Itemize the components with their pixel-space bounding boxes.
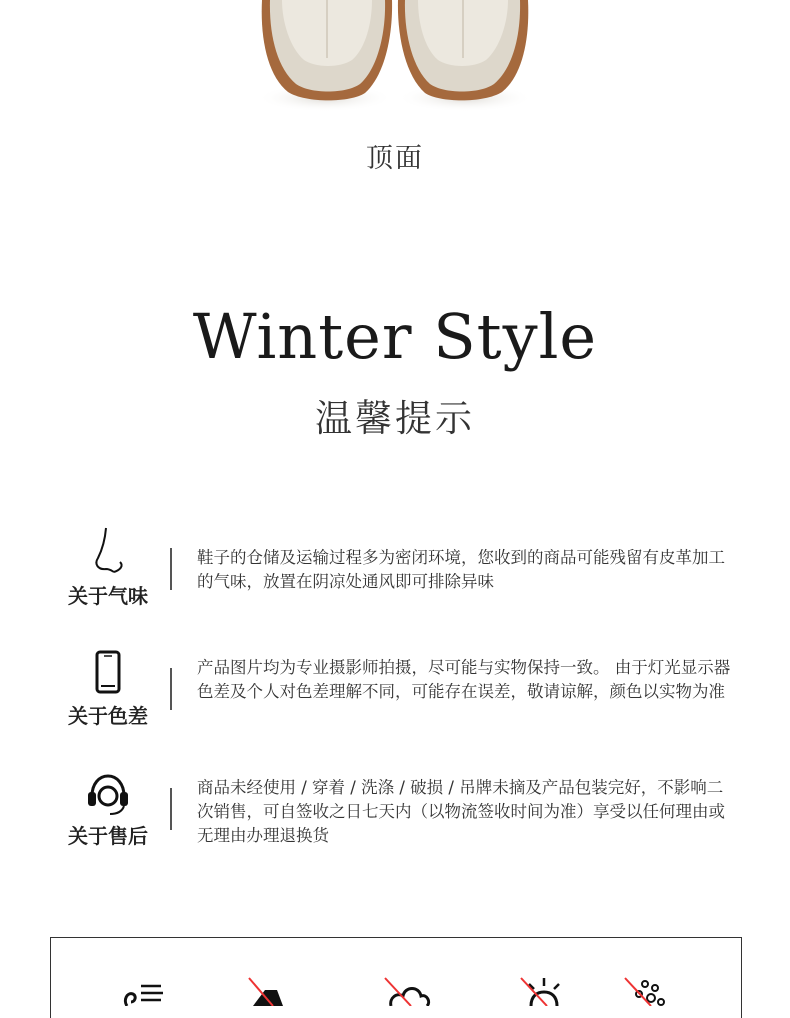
tip-smell <box>60 524 740 614</box>
view-caption: 顶面 <box>366 143 424 174</box>
section-title-chinese: 温馨提示 <box>315 397 475 440</box>
tip-text: 产品图片均为专业摄影师拍摄，尽可能与实物保持一致。 由于灯光显示器色差及个人对色差理解不同，可能存在误差，敬请谅解，颜色以实物为准 <box>197 658 731 701</box>
shoe-top-view-illustration <box>0 0 790 115</box>
care-instructions-box <box>50 937 742 1018</box>
no-sun-icon <box>519 976 569 1006</box>
tip-label: 关于色差 <box>68 704 148 728</box>
tip-text: 商品未经使用 / 穿着 / 洗涤 / 破损 / 吊牌未摘及产品包装完好，不影响二次销售，可自签收之日七天内（以物流签收时间为准）享受以任何理由或无理由办理退换货 <box>197 778 725 845</box>
product-shoe-image <box>0 0 790 115</box>
headset-icon <box>72 764 142 820</box>
tip-color <box>60 644 740 734</box>
divider <box>170 668 172 710</box>
divider <box>170 548 172 590</box>
tip-label: 关于气味 <box>68 584 148 608</box>
nose-icon <box>72 524 142 580</box>
wind-dry-icon <box>119 976 169 1006</box>
no-bleach-icon <box>621 976 671 1006</box>
section-title-english: Winter Style <box>192 300 598 373</box>
no-iron-icon <box>243 976 293 1006</box>
no-wash-icon <box>381 976 431 1006</box>
tip-label: 关于售后 <box>68 824 148 848</box>
tip-text: 鞋子的仓储及运输过程多为密闭环境，您收到的商品可能残留有皮革加工的气味，放置在阴凉处通风即可排除异味 <box>197 548 725 591</box>
divider <box>170 788 172 830</box>
phone-icon <box>72 644 142 700</box>
tip-after-sales <box>60 764 740 854</box>
